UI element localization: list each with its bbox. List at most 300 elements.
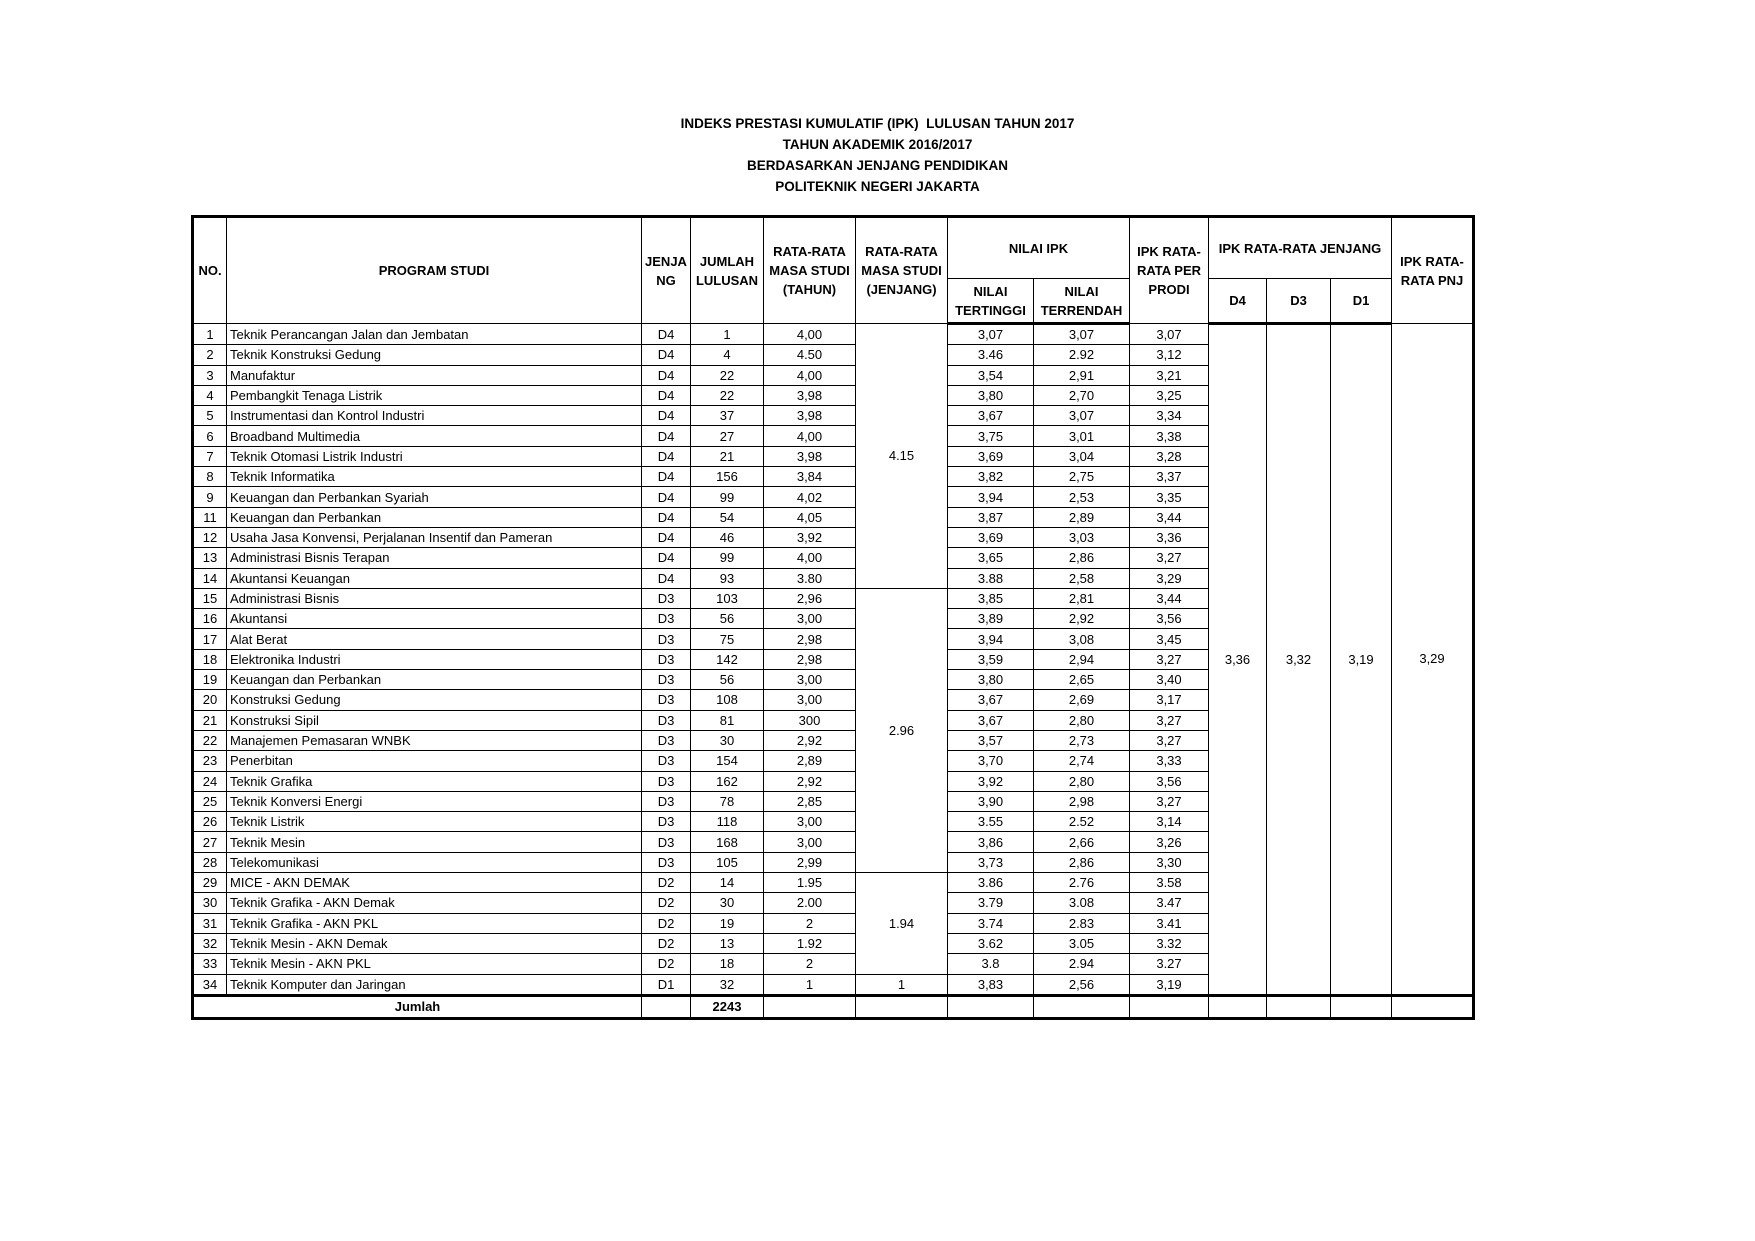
row-jenjang: D3 bbox=[642, 588, 691, 608]
row-nilai-tertinggi: 3,70 bbox=[948, 751, 1034, 771]
row-jumlah-lulusan: 142 bbox=[691, 649, 764, 669]
row-ipk-prodi: 3,36 bbox=[1130, 527, 1209, 547]
row-jenjang: D4 bbox=[642, 426, 691, 446]
row-nilai-tertinggi: 3,89 bbox=[948, 609, 1034, 629]
row-ipk-prodi: 3.32 bbox=[1130, 933, 1209, 953]
row-no: 25 bbox=[193, 791, 227, 811]
row-nilai-tertinggi: 3.88 bbox=[948, 568, 1034, 588]
row-nilai-tertinggi: 3,07 bbox=[948, 324, 1034, 345]
total-empty-cell bbox=[1034, 995, 1130, 1018]
row-ipk-prodi: 3,34 bbox=[1130, 406, 1209, 426]
row-nilai-tertinggi: 3,83 bbox=[948, 974, 1034, 995]
row-jumlah-lulusan: 21 bbox=[691, 446, 764, 466]
row-nilai-terrendah: 3.08 bbox=[1034, 893, 1130, 913]
row-program-name: MICE - AKN DEMAK bbox=[227, 873, 642, 893]
row-program-name: Pembangkit Tenaga Listrik bbox=[227, 385, 642, 405]
row-program-name: Elektronika Industri bbox=[227, 649, 642, 669]
header-ipk-pnj: IPK RATA-RATA PNJ bbox=[1392, 217, 1474, 324]
row-jenjang: D4 bbox=[642, 365, 691, 385]
row-masa-studi-tahun: 3,92 bbox=[764, 527, 856, 547]
row-jumlah-lulusan: 103 bbox=[691, 588, 764, 608]
total-empty-cell bbox=[1331, 995, 1392, 1018]
row-no: 28 bbox=[193, 852, 227, 872]
total-empty-cell bbox=[1267, 995, 1331, 1018]
ipk-table bbox=[191, 215, 1475, 1020]
header-nilai-ipk: NILAI IPK bbox=[948, 217, 1130, 279]
row-jumlah-lulusan: 4 bbox=[691, 345, 764, 365]
row-nilai-tertinggi: 3,87 bbox=[948, 507, 1034, 527]
row-jumlah-lulusan: 78 bbox=[691, 791, 764, 811]
row-no: 1 bbox=[193, 324, 227, 345]
row-masa-studi-tahun: 4,00 bbox=[764, 365, 856, 385]
row-jumlah-lulusan: 108 bbox=[691, 690, 764, 710]
row-nilai-tertinggi: 3,85 bbox=[948, 588, 1034, 608]
row-no: 33 bbox=[193, 954, 227, 974]
row-program-name: Teknik Otomasi Listrik Industri bbox=[227, 446, 642, 466]
row-jenjang: D1 bbox=[642, 974, 691, 995]
row-masa-studi-tahun: 1.95 bbox=[764, 873, 856, 893]
row-program-name: Manajemen Pemasaran WNBK bbox=[227, 730, 642, 750]
row-ipk-prodi: 3,33 bbox=[1130, 751, 1209, 771]
row-no: 5 bbox=[193, 406, 227, 426]
row-jenjang: D2 bbox=[642, 933, 691, 953]
row-jenjang: D3 bbox=[642, 832, 691, 852]
row-nilai-terrendah: 2.76 bbox=[1034, 873, 1130, 893]
row-nilai-tertinggi: 3,67 bbox=[948, 710, 1034, 730]
header-no: NO. bbox=[193, 217, 227, 324]
row-jenjang: D4 bbox=[642, 487, 691, 507]
header-d1: D1 bbox=[1331, 279, 1392, 324]
row-ipk-prodi: 3,26 bbox=[1130, 832, 1209, 852]
row-ipk-prodi: 3,27 bbox=[1130, 548, 1209, 568]
row-ipk-prodi: 3,19 bbox=[1130, 974, 1209, 995]
row-jumlah-lulusan: 156 bbox=[691, 467, 764, 487]
row-nilai-terrendah: 2,73 bbox=[1034, 730, 1130, 750]
row-program-name: Teknik Komputer dan Jaringan bbox=[227, 974, 642, 995]
row-jenjang: D2 bbox=[642, 873, 691, 893]
row-nilai-terrendah: 2,92 bbox=[1034, 609, 1130, 629]
row-nilai-tertinggi: 3,94 bbox=[948, 629, 1034, 649]
row-nilai-tertinggi: 3,67 bbox=[948, 406, 1034, 426]
report-subtitle-year: TAHUN AKADEMIK 2016/2017 bbox=[782, 137, 973, 152]
row-nilai-terrendah: 3,03 bbox=[1034, 527, 1130, 547]
row-jumlah-lulusan: 56 bbox=[691, 609, 764, 629]
row-masa-studi-tahun: 2,98 bbox=[764, 649, 856, 669]
row-no: 32 bbox=[193, 933, 227, 953]
row-program-name: Telekomunikasi bbox=[227, 852, 642, 872]
total-empty-cell bbox=[948, 995, 1034, 1018]
total-empty-cell bbox=[1209, 995, 1267, 1018]
row-ipk-prodi: 3.41 bbox=[1130, 913, 1209, 933]
row-jumlah-lulusan: 154 bbox=[691, 751, 764, 771]
row-nilai-terrendah: 2,89 bbox=[1034, 507, 1130, 527]
row-ipk-prodi: 3,27 bbox=[1130, 649, 1209, 669]
masa-studi-jenjang-d2: 1.94 bbox=[856, 873, 948, 974]
row-nilai-terrendah: 3,04 bbox=[1034, 446, 1130, 466]
row-masa-studi-tahun: 3,00 bbox=[764, 670, 856, 690]
row-program-name: Teknik Konversi Energi bbox=[227, 791, 642, 811]
row-no: 16 bbox=[193, 609, 227, 629]
row-jenjang: D4 bbox=[642, 527, 691, 547]
row-nilai-terrendah: 2,86 bbox=[1034, 852, 1130, 872]
total-empty-cell bbox=[1130, 995, 1209, 1018]
row-nilai-terrendah: 2,94 bbox=[1034, 649, 1130, 669]
row-nilai-tertinggi: 3,57 bbox=[948, 730, 1034, 750]
row-jenjang: D3 bbox=[642, 791, 691, 811]
row-ipk-prodi: 3,25 bbox=[1130, 385, 1209, 405]
row-ipk-prodi: 3,27 bbox=[1130, 730, 1209, 750]
row-jenjang: D3 bbox=[642, 710, 691, 730]
row-masa-studi-tahun: 2,85 bbox=[764, 791, 856, 811]
total-jenjang-empty bbox=[642, 995, 691, 1018]
row-ipk-prodi: 3,56 bbox=[1130, 771, 1209, 791]
row-nilai-tertinggi: 3,67 bbox=[948, 690, 1034, 710]
row-program-name: Usaha Jasa Konvensi, Perjalanan Insentif dan Pameran bbox=[227, 527, 642, 547]
table-row bbox=[193, 324, 1474, 345]
row-program-name: Keuangan dan Perbankan Syariah bbox=[227, 487, 642, 507]
row-ipk-prodi: 3,44 bbox=[1130, 507, 1209, 527]
row-jenjang: D3 bbox=[642, 690, 691, 710]
row-jumlah-lulusan: 30 bbox=[691, 730, 764, 750]
row-masa-studi-tahun: 3,00 bbox=[764, 812, 856, 832]
row-nilai-tertinggi: 3.79 bbox=[948, 893, 1034, 913]
row-nilai-terrendah: 2,69 bbox=[1034, 690, 1130, 710]
masa-studi-jenjang-d4: 4.15 bbox=[856, 324, 948, 589]
row-no: 26 bbox=[193, 812, 227, 832]
row-jenjang: D4 bbox=[642, 467, 691, 487]
row-nilai-tertinggi: 3,80 bbox=[948, 670, 1034, 690]
row-masa-studi-tahun: 2 bbox=[764, 913, 856, 933]
row-program-name: Alat Berat bbox=[227, 629, 642, 649]
row-no: 11 bbox=[193, 507, 227, 527]
header-masa-studi-tahun: RATA-RATA MASA STUDI (TAHUN) bbox=[764, 217, 856, 324]
row-ipk-prodi: 3,29 bbox=[1130, 568, 1209, 588]
row-no: 7 bbox=[193, 446, 227, 466]
total-empty-cell bbox=[764, 995, 856, 1018]
row-jumlah-lulusan: 56 bbox=[691, 670, 764, 690]
row-program-name: Penerbitan bbox=[227, 751, 642, 771]
row-nilai-terrendah: 2,65 bbox=[1034, 670, 1130, 690]
row-program-name: Teknik Grafika bbox=[227, 771, 642, 791]
row-no: 27 bbox=[193, 832, 227, 852]
row-masa-studi-tahun: 1 bbox=[764, 974, 856, 995]
row-no: 3 bbox=[193, 365, 227, 385]
row-jumlah-lulusan: 19 bbox=[691, 913, 764, 933]
row-jenjang: D3 bbox=[642, 670, 691, 690]
row-ipk-prodi: 3.27 bbox=[1130, 954, 1209, 974]
row-nilai-tertinggi: 3,59 bbox=[948, 649, 1034, 669]
row-masa-studi-tahun: 3,98 bbox=[764, 406, 856, 426]
row-nilai-tertinggi: 3.86 bbox=[948, 873, 1034, 893]
row-nilai-tertinggi: 3.8 bbox=[948, 954, 1034, 974]
row-jumlah-lulusan: 14 bbox=[691, 873, 764, 893]
total-value: 2243 bbox=[691, 995, 764, 1018]
row-masa-studi-tahun: 4.50 bbox=[764, 345, 856, 365]
row-nilai-tertinggi: 3,86 bbox=[948, 832, 1034, 852]
row-nilai-terrendah: 3,07 bbox=[1034, 406, 1130, 426]
row-masa-studi-tahun: 3,00 bbox=[764, 690, 856, 710]
row-jenjang: D3 bbox=[642, 852, 691, 872]
header-masa-studi-jenjang: RATA-RATA MASA STUDI (JENJANG) bbox=[856, 217, 948, 324]
row-jenjang: D3 bbox=[642, 812, 691, 832]
row-nilai-terrendah: 2,80 bbox=[1034, 710, 1130, 730]
row-jenjang: D4 bbox=[642, 548, 691, 568]
row-jumlah-lulusan: 118 bbox=[691, 812, 764, 832]
ipk-jenjang-d1: 3,19 bbox=[1331, 324, 1392, 996]
row-nilai-terrendah: 3,07 bbox=[1034, 324, 1130, 345]
row-jenjang: D3 bbox=[642, 771, 691, 791]
total-empty-cell bbox=[856, 995, 948, 1018]
row-nilai-terrendah: 3,01 bbox=[1034, 426, 1130, 446]
total-empty-cell bbox=[1392, 995, 1474, 1018]
row-no: 29 bbox=[193, 873, 227, 893]
row-ipk-prodi: 3.58 bbox=[1130, 873, 1209, 893]
row-nilai-terrendah: 2,56 bbox=[1034, 974, 1130, 995]
row-jenjang: D2 bbox=[642, 893, 691, 913]
row-nilai-terrendah: 3.05 bbox=[1034, 933, 1130, 953]
header-nilai-tertinggi: NILAI TERTINGGI bbox=[948, 279, 1034, 324]
row-jumlah-lulusan: 1 bbox=[691, 324, 764, 345]
row-ipk-prodi: 3,21 bbox=[1130, 365, 1209, 385]
row-masa-studi-tahun: 300 bbox=[764, 710, 856, 730]
row-program-name: Konstruksi Gedung bbox=[227, 690, 642, 710]
row-nilai-terrendah: 2,58 bbox=[1034, 568, 1130, 588]
row-jumlah-lulusan: 30 bbox=[691, 893, 764, 913]
row-nilai-tertinggi: 3.55 bbox=[948, 812, 1034, 832]
header-ipk-prodi: IPK RATA-RATA PER PRODI bbox=[1130, 217, 1209, 324]
row-program-name: Akuntansi Keuangan bbox=[227, 568, 642, 588]
header-ipk-jenjang: IPK RATA-RATA JENJANG bbox=[1209, 217, 1392, 279]
row-ipk-prodi: 3,30 bbox=[1130, 852, 1209, 872]
row-no: 8 bbox=[193, 467, 227, 487]
row-nilai-tertinggi: 3,75 bbox=[948, 426, 1034, 446]
row-nilai-terrendah: 2,80 bbox=[1034, 771, 1130, 791]
row-program-name: Keuangan dan Perbankan bbox=[227, 670, 642, 690]
row-no: 14 bbox=[193, 568, 227, 588]
row-jumlah-lulusan: 105 bbox=[691, 852, 764, 872]
row-jumlah-lulusan: 162 bbox=[691, 771, 764, 791]
row-jumlah-lulusan: 46 bbox=[691, 527, 764, 547]
row-nilai-terrendah: 2.94 bbox=[1034, 954, 1130, 974]
row-masa-studi-tahun: 4,02 bbox=[764, 487, 856, 507]
row-no: 15 bbox=[193, 588, 227, 608]
row-nilai-tertinggi: 3,54 bbox=[948, 365, 1034, 385]
row-masa-studi-tahun: 3,98 bbox=[764, 385, 856, 405]
row-program-name: Teknik Grafika - AKN PKL bbox=[227, 913, 642, 933]
masa-studi-jenjang-d3: 2.96 bbox=[856, 588, 948, 872]
row-jumlah-lulusan: 37 bbox=[691, 406, 764, 426]
row-masa-studi-tahun: 2,99 bbox=[764, 852, 856, 872]
row-no: 13 bbox=[193, 548, 227, 568]
row-nilai-terrendah: 2,98 bbox=[1034, 791, 1130, 811]
row-nilai-tertinggi: 3,82 bbox=[948, 467, 1034, 487]
row-ipk-prodi: 3,40 bbox=[1130, 670, 1209, 690]
row-ipk-prodi: 3,38 bbox=[1130, 426, 1209, 446]
row-nilai-terrendah: 2,86 bbox=[1034, 548, 1130, 568]
row-nilai-terrendah: 2,53 bbox=[1034, 487, 1130, 507]
row-jumlah-lulusan: 54 bbox=[691, 507, 764, 527]
row-jenjang: D4 bbox=[642, 406, 691, 426]
row-jumlah-lulusan: 168 bbox=[691, 832, 764, 852]
row-ipk-prodi: 3,56 bbox=[1130, 609, 1209, 629]
row-jumlah-lulusan: 75 bbox=[691, 629, 764, 649]
row-masa-studi-tahun: 2.00 bbox=[764, 893, 856, 913]
row-program-name: Administrasi Bisnis Terapan bbox=[227, 548, 642, 568]
row-no: 12 bbox=[193, 527, 227, 547]
row-program-name: Teknik Mesin - AKN Demak bbox=[227, 933, 642, 953]
row-masa-studi-tahun: 2 bbox=[764, 954, 856, 974]
row-program-name: Teknik Listrik bbox=[227, 812, 642, 832]
report-institution: POLITEKNIK NEGERI JAKARTA bbox=[775, 179, 980, 194]
row-jumlah-lulusan: 99 bbox=[691, 548, 764, 568]
row-no: 18 bbox=[193, 649, 227, 669]
header-jumlah-lulusan: JUMLAH LULUSAN bbox=[691, 217, 764, 324]
header-jenjang: JENJA NG bbox=[642, 217, 691, 324]
row-jumlah-lulusan: 32 bbox=[691, 974, 764, 995]
row-ipk-prodi: 3,27 bbox=[1130, 710, 1209, 730]
row-program-name: Teknik Grafika - AKN Demak bbox=[227, 893, 642, 913]
row-masa-studi-tahun: 2,96 bbox=[764, 588, 856, 608]
total-row bbox=[193, 995, 1474, 1018]
row-nilai-tertinggi: 3.62 bbox=[948, 933, 1034, 953]
row-program-name: Teknik Mesin - AKN PKL bbox=[227, 954, 642, 974]
row-program-name: Manufaktur bbox=[227, 365, 642, 385]
row-nilai-terrendah: 2,75 bbox=[1034, 467, 1130, 487]
row-no: 21 bbox=[193, 710, 227, 730]
row-masa-studi-tahun: 2,98 bbox=[764, 629, 856, 649]
row-no: 19 bbox=[193, 670, 227, 690]
row-no: 23 bbox=[193, 751, 227, 771]
row-nilai-tertinggi: 3,80 bbox=[948, 385, 1034, 405]
row-program-name: Keuangan dan Perbankan bbox=[227, 507, 642, 527]
row-jumlah-lulusan: 27 bbox=[691, 426, 764, 446]
ipk-jenjang-d4: 3,36 bbox=[1209, 324, 1267, 996]
ipk-pnj-value: 3,29 bbox=[1392, 324, 1474, 996]
row-masa-studi-tahun: 3,00 bbox=[764, 832, 856, 852]
row-no: 2 bbox=[193, 345, 227, 365]
row-program-name: Akuntansi bbox=[227, 609, 642, 629]
report-subtitle-basis: BERDASARKAN JENJANG PENDIDIKAN bbox=[746, 158, 1009, 173]
row-ipk-prodi: 3,12 bbox=[1130, 345, 1209, 365]
row-nilai-terrendah: 2,81 bbox=[1034, 588, 1130, 608]
row-masa-studi-tahun: 4,05 bbox=[764, 507, 856, 527]
row-jumlah-lulusan: 22 bbox=[691, 365, 764, 385]
row-ipk-prodi: 3,07 bbox=[1130, 324, 1209, 345]
row-ipk-prodi: 3,17 bbox=[1130, 690, 1209, 710]
row-jumlah-lulusan: 99 bbox=[691, 487, 764, 507]
ipk-jenjang-d3: 3,32 bbox=[1267, 324, 1331, 996]
row-nilai-tertinggi: 3,90 bbox=[948, 791, 1034, 811]
row-nilai-terrendah: 2.92 bbox=[1034, 345, 1130, 365]
row-jenjang: D3 bbox=[642, 649, 691, 669]
row-nilai-tertinggi: 3.74 bbox=[948, 913, 1034, 933]
row-jenjang: D2 bbox=[642, 954, 691, 974]
row-program-name: Broadband Multimedia bbox=[227, 426, 642, 446]
row-ipk-prodi: 3,35 bbox=[1130, 487, 1209, 507]
row-nilai-terrendah: 3,08 bbox=[1034, 629, 1130, 649]
row-nilai-tertinggi: 3,94 bbox=[948, 487, 1034, 507]
row-masa-studi-tahun: 2,92 bbox=[764, 771, 856, 791]
total-label: Jumlah bbox=[193, 995, 642, 1018]
row-jenjang: D3 bbox=[642, 629, 691, 649]
row-jenjang: D4 bbox=[642, 345, 691, 365]
row-jenjang: D4 bbox=[642, 568, 691, 588]
row-no: 20 bbox=[193, 690, 227, 710]
row-no: 22 bbox=[193, 730, 227, 750]
row-masa-studi-tahun: 3,00 bbox=[764, 609, 856, 629]
header-nilai-terrendah: NILAI TERRENDAH bbox=[1034, 279, 1130, 324]
row-program-name: Konstruksi Sipil bbox=[227, 710, 642, 730]
header-program-studi: PROGRAM STUDI bbox=[227, 217, 642, 324]
row-program-name: Teknik Perancangan Jalan dan Jembatan bbox=[227, 324, 642, 345]
row-nilai-terrendah: 2.83 bbox=[1034, 913, 1130, 933]
row-nilai-terrendah: 2,66 bbox=[1034, 832, 1130, 852]
row-masa-studi-tahun: 4,00 bbox=[764, 548, 856, 568]
row-ipk-prodi: 3.47 bbox=[1130, 893, 1209, 913]
row-program-name: Administrasi Bisnis bbox=[227, 588, 642, 608]
row-program-name: Teknik Konstruksi Gedung bbox=[227, 345, 642, 365]
row-masa-studi-tahun: 4,00 bbox=[764, 324, 856, 345]
row-no: 6 bbox=[193, 426, 227, 446]
row-jenjang: D3 bbox=[642, 609, 691, 629]
row-nilai-tertinggi: 3,69 bbox=[948, 446, 1034, 466]
row-program-name: Instrumentasi dan Kontrol Industri bbox=[227, 406, 642, 426]
row-jumlah-lulusan: 22 bbox=[691, 385, 764, 405]
row-no: 31 bbox=[193, 913, 227, 933]
row-no: 9 bbox=[193, 487, 227, 507]
row-no: 34 bbox=[193, 974, 227, 995]
report-title: INDEKS PRESTASI KUMULATIF (IPK) LULUSAN TAHUN 2017 bbox=[680, 116, 1075, 131]
row-jenjang: D2 bbox=[642, 913, 691, 933]
row-jenjang: D3 bbox=[642, 751, 691, 771]
row-nilai-tertinggi: 3.46 bbox=[948, 345, 1034, 365]
row-nilai-terrendah: 2,74 bbox=[1034, 751, 1130, 771]
row-jenjang: D4 bbox=[642, 446, 691, 466]
row-jumlah-lulusan: 18 bbox=[691, 954, 764, 974]
row-nilai-terrendah: 2.52 bbox=[1034, 812, 1130, 832]
row-nilai-tertinggi: 3,92 bbox=[948, 771, 1034, 791]
row-no: 24 bbox=[193, 771, 227, 791]
row-program-name: Teknik Mesin bbox=[227, 832, 642, 852]
row-program-name: Teknik Informatika bbox=[227, 467, 642, 487]
row-ipk-prodi: 3,28 bbox=[1130, 446, 1209, 466]
row-jenjang: D4 bbox=[642, 385, 691, 405]
row-nilai-terrendah: 2,70 bbox=[1034, 385, 1130, 405]
row-jumlah-lulusan: 13 bbox=[691, 933, 764, 953]
row-no: 17 bbox=[193, 629, 227, 649]
row-no: 4 bbox=[193, 385, 227, 405]
row-nilai-tertinggi: 3,73 bbox=[948, 852, 1034, 872]
table-body bbox=[193, 324, 1474, 1019]
row-masa-studi-tahun: 3,98 bbox=[764, 446, 856, 466]
row-jenjang: D4 bbox=[642, 507, 691, 527]
row-ipk-prodi: 3,37 bbox=[1130, 467, 1209, 487]
row-masa-studi-tahun: 3.80 bbox=[764, 568, 856, 588]
row-jumlah-lulusan: 81 bbox=[691, 710, 764, 730]
row-masa-studi-tahun: 1.92 bbox=[764, 933, 856, 953]
row-masa-studi-tahun: 4,00 bbox=[764, 426, 856, 446]
row-jenjang: D3 bbox=[642, 730, 691, 750]
row-no: 30 bbox=[193, 893, 227, 913]
row-jumlah-lulusan: 93 bbox=[691, 568, 764, 588]
row-masa-studi-tahun: 2,92 bbox=[764, 730, 856, 750]
header-d3: D3 bbox=[1267, 279, 1331, 324]
row-masa-studi-tahun: 2,89 bbox=[764, 751, 856, 771]
report-title-block bbox=[0, 113, 1755, 197]
masa-studi-jenjang-d1: 1 bbox=[856, 974, 948, 995]
row-ipk-prodi: 3,27 bbox=[1130, 791, 1209, 811]
row-ipk-prodi: 3,45 bbox=[1130, 629, 1209, 649]
